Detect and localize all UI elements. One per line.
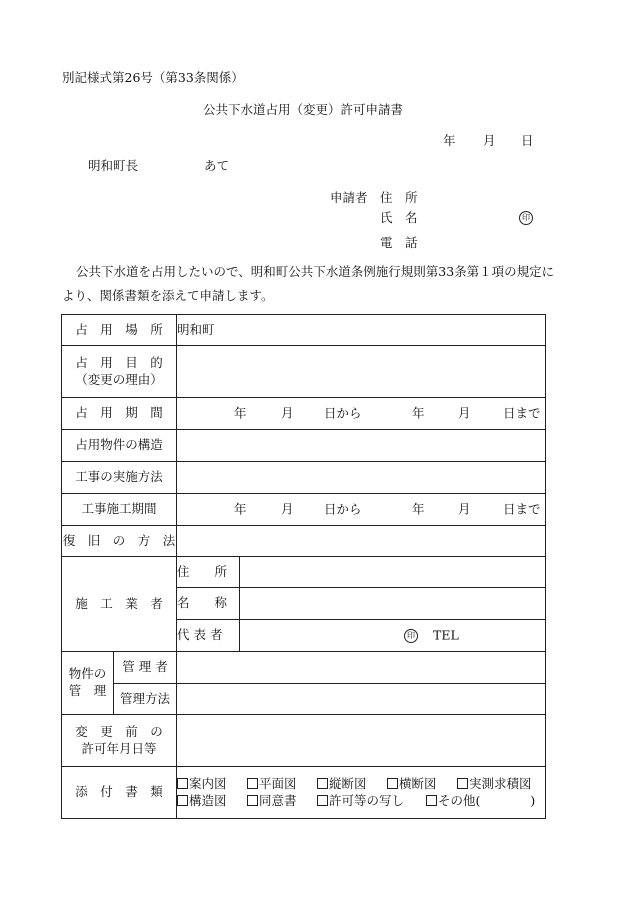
attachments-options [177,767,546,819]
contractor-rep-value[interactable] [240,620,546,652]
attachment-label: 構造図 [189,792,227,808]
management-method-label: 管理方法 [114,684,177,715]
attachment-option[interactable] [426,793,535,810]
construction-month2: 月 [458,501,471,517]
structure-label: 占用物件の構造 [62,430,177,462]
applicant-label: 申請者 [330,190,368,205]
row-structure [62,430,546,462]
attachments-label: 添 付 書 類 [62,767,177,819]
attachment-option[interactable] [177,776,247,793]
attachments-row1 [177,776,545,793]
attachment-label: 実測求積図 [469,775,532,791]
checkbox-icon[interactable] [317,795,328,806]
attachment-option[interactable] [457,776,532,793]
contractor-label: 施 工 業 者 [62,557,177,652]
row-manager [62,652,546,684]
management-label-line2: 管 理 [68,683,107,698]
row-construction-period [62,494,546,526]
row-period [62,398,546,430]
restoration-value[interactable] [177,526,546,557]
period-month2: 月 [458,405,471,421]
attachment-label: 平面図 [259,775,297,791]
attachment-label: 縦断図 [329,775,367,791]
attachment-label: 横断図 [399,775,437,791]
application-table [61,314,546,819]
construction-year: 年 [234,501,247,517]
period-month: 月 [281,405,294,421]
checkbox-icon[interactable] [247,778,258,789]
period-value[interactable] [177,398,546,430]
document-title: 公共下水道占用（変更）許可申請書 [203,102,404,117]
manager-value[interactable] [177,652,546,684]
contractor-address-value[interactable] [240,557,546,588]
attachment-label: 同意書 [259,792,297,808]
checkbox-icon[interactable] [177,795,188,806]
construction-year2: 年 [412,501,425,517]
previous-label [62,715,177,767]
management-label-line1: 物件の [68,666,107,682]
restoration-label: 復 旧 の 方 法 [62,526,177,557]
applicant-phone-label: 電 話 [380,235,418,250]
date-month-label: 月 [483,133,496,148]
construction-from: 日から [324,501,362,517]
period-year2: 年 [412,405,425,421]
purpose-label-line1: 占 用 目 的 [75,354,163,370]
attachment-label: 案内図 [189,775,227,791]
row-management-method [62,684,546,715]
checkbox-icon[interactable] [317,778,328,789]
attachment-option[interactable] [177,793,247,810]
management-label [62,652,114,715]
method-value[interactable] [177,462,546,494]
contractor-name-label: 名 称 [177,588,240,620]
row-restoration [62,526,546,557]
manager-label: 管 理 者 [114,652,177,684]
checkbox-icon[interactable] [247,795,258,806]
purpose-label-line2: （変更の理由） [75,371,163,387]
purpose-label [62,346,177,398]
previous-label-line2: 許可年月日等 [81,740,157,756]
checkbox-icon[interactable] [426,795,437,806]
construction-month: 月 [281,501,294,517]
form-number: 別記様式第26号（第33条関係） [62,70,244,85]
addressee-name: 明和町長 [88,158,139,173]
contractor-rep-label: 代 表 者 [177,620,240,652]
row-contractor-address [62,557,546,588]
checkbox-icon[interactable] [177,778,188,789]
contractor-seal: 印 [404,629,418,643]
attachments-row2 [177,793,545,810]
method-label: 工事の実施方法 [62,462,177,494]
row-place [62,315,546,346]
attachment-option[interactable] [247,793,317,810]
attachment-label: 許可等の写し [329,792,405,808]
addressee-suffix: あて [204,158,230,173]
structure-value[interactable] [177,430,546,462]
period-year: 年 [234,405,247,421]
row-purpose [62,346,546,398]
body-text-line2: より、関係書類を添えて申請します。 [62,288,274,303]
attachment-option[interactable] [247,776,317,793]
applicant-seal: 印 [519,211,533,225]
attachment-option[interactable] [317,776,387,793]
applicant-name-label: 氏 名 [380,210,418,225]
construction-until: 日まで [503,501,541,517]
attachment-label: その他( ) [438,792,536,808]
purpose-value[interactable] [177,346,546,398]
applicant-address-label: 住 所 [380,190,418,205]
period-until: 日まで [503,405,541,421]
row-attachments [62,767,546,819]
body-text-line1: 公共下水道を占用したいので、明和町公共下水道条例施行規則第33条第１項の規定に [76,264,555,279]
place-label: 占 用 場 所 [62,315,177,346]
construction-period-value[interactable] [177,494,546,526]
management-method-value[interactable] [177,684,546,715]
date-year-label: 年 [443,133,456,148]
row-previous [62,715,546,767]
construction-period-label: 工事施工期間 [62,494,177,526]
previous-label-line1: 変 更 前 の [75,723,163,739]
contractor-name-value[interactable] [240,588,546,620]
row-method [62,462,546,494]
checkbox-icon[interactable] [387,778,398,789]
date-day-label: 日 [521,133,534,148]
attachment-option[interactable] [317,793,426,810]
place-value[interactable]: 明和町 [177,315,546,346]
previous-value[interactable] [177,715,546,767]
period-label: 占 用 期 間 [62,398,177,430]
contractor-tel-label: TEL [433,627,459,643]
checkbox-icon[interactable] [457,778,468,789]
attachment-option[interactable] [387,776,457,793]
period-from: 日から [324,405,362,421]
contractor-address-label: 住 所 [177,557,240,588]
